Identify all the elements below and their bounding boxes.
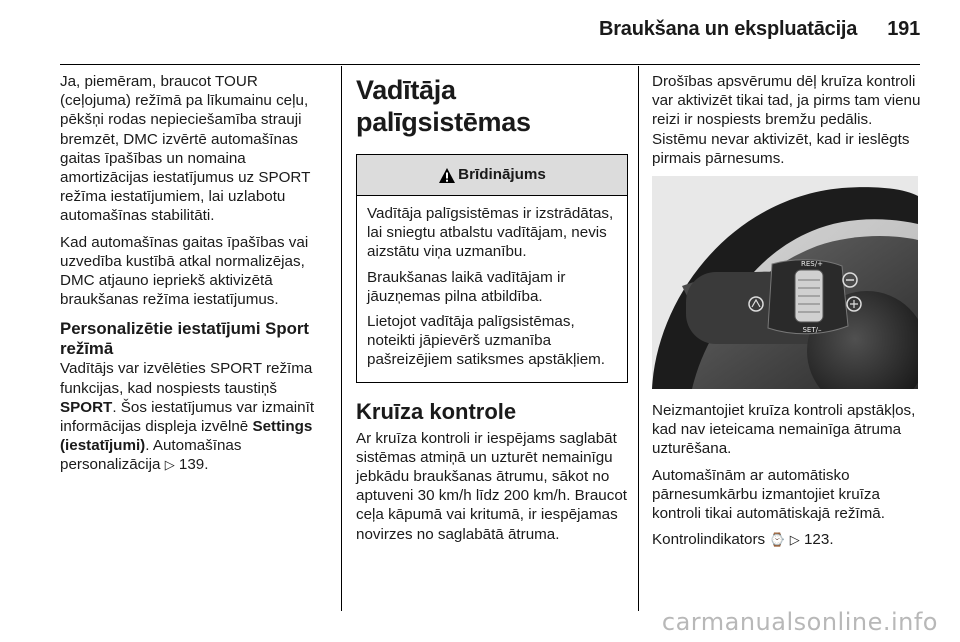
cross-reference-icon: ▷ — [789, 533, 800, 549]
paragraph: Automašīnām ar automātisko pārnesumkārbu izmantojiet kruīza kontroli tikai automātiskajā režīmā. — [652, 466, 885, 523]
watermark: carmanualsonline.info — [661, 608, 938, 636]
steering-wheel-cruise-control-photo — [652, 176, 918, 389]
warning-text: Braukšanas laikā vadītājam ir jāuzņemas pilna atbildība. — [367, 268, 566, 305]
column-1 — [60, 72, 332, 483]
page-number: 191 — [887, 18, 920, 40]
section-title: Vadītāja palīgsistēmas — [356, 75, 531, 137]
warning-header — [357, 155, 627, 196]
cruise-control-indicator-icon: ⌚ — [769, 533, 786, 549]
warning-text: Vadītāja palīgsistēmas ir izstrādātas, lai sniegtu atbalstu vadītājam, nevis aizstātu viņa uzmanību. — [367, 205, 614, 261]
header-rule — [60, 64, 920, 65]
warning-text: Lietojot vadītāja palīgsistēmas, noteikti jāpievērš uzmanība pašreizējiem satiksmes apstākļiem. — [367, 313, 606, 369]
warning-title: Brīdinājums — [458, 166, 546, 184]
column-2 — [356, 74, 628, 551]
paragraph: Ja, piemēram, braucot TOUR (ceļojuma) režīmā pa līkumainu ceļu, pēkšņi rodas nepieciešamība strauji bremzēt, DMC izvērtē automašīnas gaitas īpašības un nomaina amortizācijas iestatījumus uz SPORT režīma iestatījumiem, lai uzlabotu automašīnas stabilitāti. — [60, 73, 311, 225]
column-3 — [652, 72, 922, 557]
paragraph: Ar kruīza kontroli ir iespējams saglabāt sistēmas atmiņā un uzturēt nemainīgu jebkādu braukšanas ātrumu, sākot no aptuveni 30 km/h līdz 200 km/h. Braucot ceļa kāpumā vai kritumā, ir iespējamas novirzes no saglabātā ātruma. — [356, 429, 627, 543]
warning-triangle-icon — [438, 167, 456, 184]
page-header — [599, 18, 920, 41]
settings-menu-label: Settings (iestatījumi) — [60, 418, 313, 455]
set-label: SET/– — [802, 326, 822, 335]
column-divider-1 — [341, 66, 342, 611]
paragraph: Vadītājs var izvēlēties SPORT režīma funkcijas, kad nospiests taustiņš SPORT. Šos iestatījumus var izmainīt informācijas displeja izvēlnē Settings (iestatījumi). Automašīnas personalizācija ▷ 139. — [60, 360, 315, 474]
section-heading: Personalizētie iestatījumi Sport režīmā — [60, 319, 309, 359]
chapter-title: Braukšana un ekspluatācija — [598, 18, 858, 40]
warning-box — [356, 154, 628, 383]
warning-body — [357, 196, 627, 382]
paragraph: Kontrolindikators ⌚ ▷ 123. — [652, 531, 834, 549]
cross-reference-icon: ▷ — [164, 458, 175, 474]
sport-key-label: SPORT — [60, 398, 113, 416]
subsection-title: Kruīza kontrole — [356, 398, 517, 424]
res-label: RES/+ — [801, 260, 823, 269]
paragraph: Neizmantojiet kruīza kontroli apstākļos, kad nav ieteicama nemainīga ātruma uzturēšana. — [652, 402, 916, 458]
paragraph: Drošības apsvērumu dēļ kruīza kontroli var aktivizēt tikai tad, ja pirms tam vienu reizi ir nospiests bremžu pedālis. Sistēmu nevar aktivizēt, kad ir ieslēgts pirmais pārnesums. — [652, 73, 921, 167]
column-divider-2 — [638, 66, 639, 611]
paragraph: Kad automašīnas gaitas īpašības vai uzvedība kustībā atkal normalizējas, DMC atjauno iepriekš aktivizētā braukšanas režīma iestatījumus. — [60, 233, 309, 309]
